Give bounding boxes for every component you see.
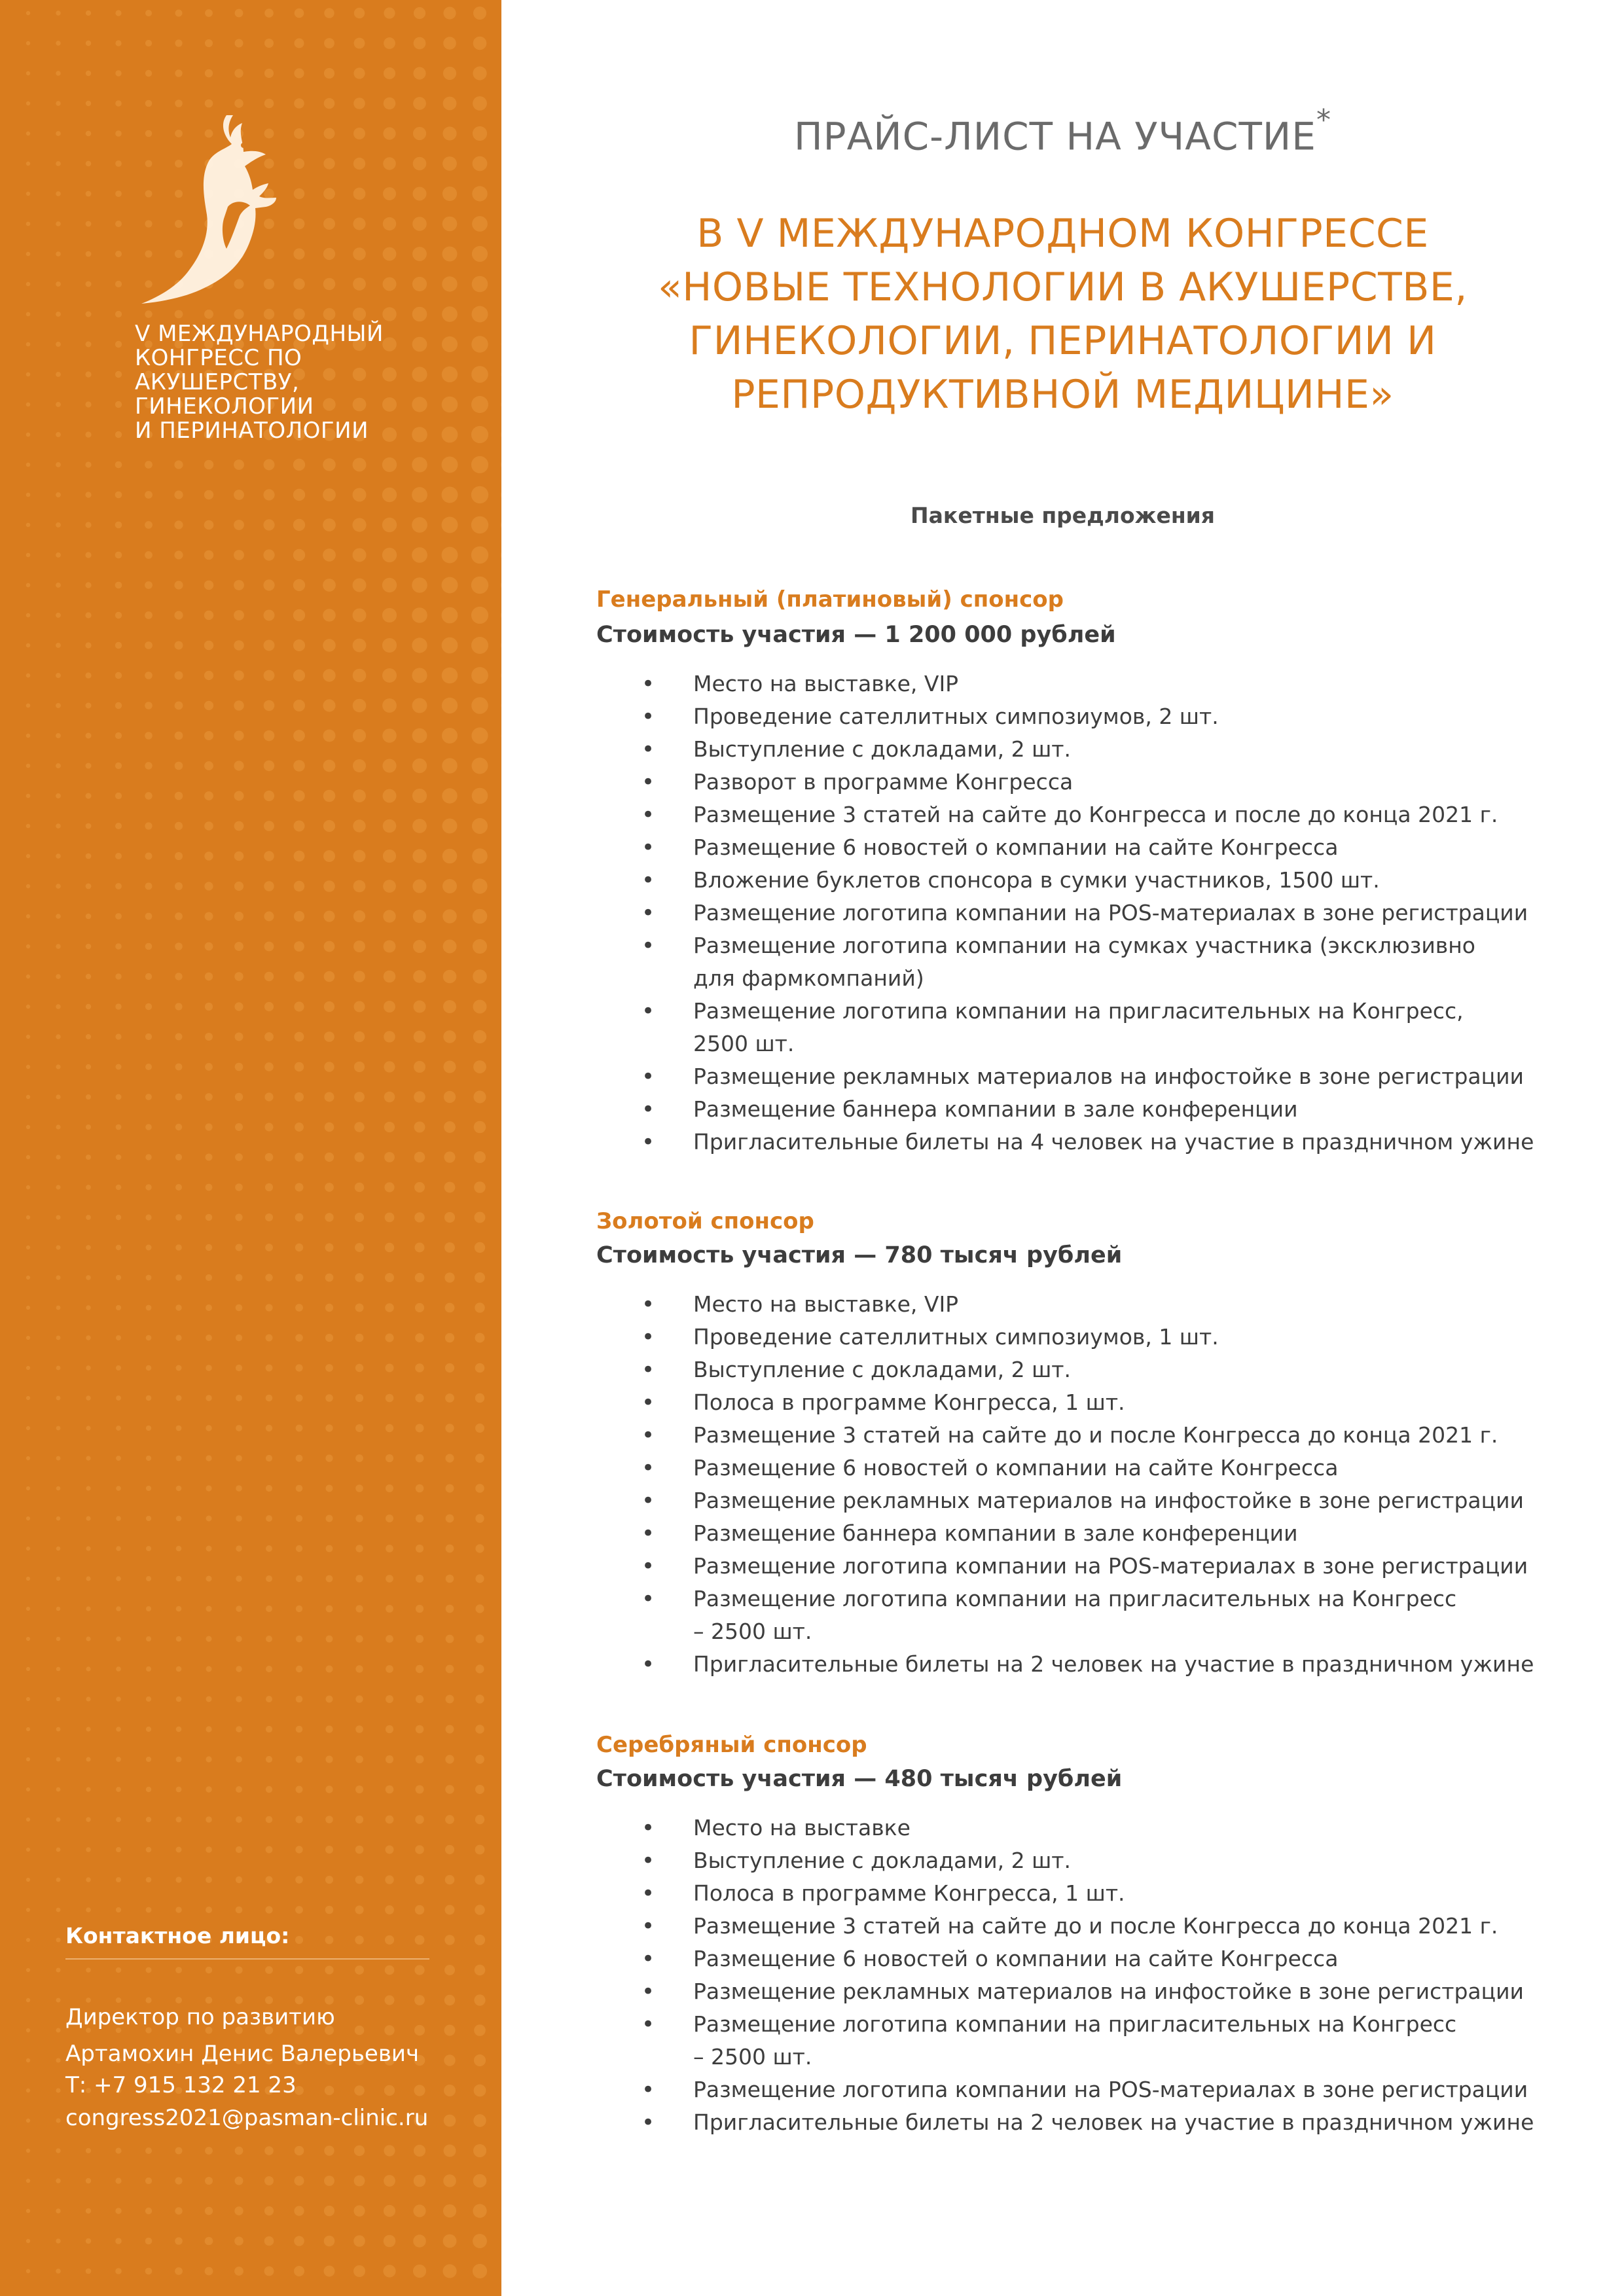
list-item-text: • Размещение 3 статей на сайте до и после Конгресса до конца 2021 г. (693, 1422, 1498, 1448)
list-item-text: • Размещение 3 статей на сайте до Конгресса и после до конца 2021 г. (693, 802, 1498, 827)
contact-phone[interactable]: Т: +7 915 132 21 23 (65, 2072, 297, 2098)
congress-title-line: В V МЕЖДУНАРОДНОМ КОНГРЕССЕ (696, 211, 1429, 257)
list-item (501, 1910, 1624, 1943)
list-item (501, 2106, 1624, 2139)
list-item-text: • Выступление с докладами, 2 шт. (693, 1848, 1072, 1873)
logo-line: АКУШЕРСТВУ, (135, 369, 300, 395)
list-item-text: • Место на выставке, VIP (693, 671, 959, 696)
contact-email[interactable]: congress2021@pasman-clinic.ru (65, 2105, 429, 2131)
list-item (501, 766, 1624, 798)
list-item-text: • Полоса в программе Конгресса, 1 шт. (693, 1880, 1125, 1906)
list-item (501, 1812, 1624, 1844)
list-item (501, 929, 1624, 995)
list-item (501, 1386, 1624, 1419)
list-item (501, 897, 1624, 929)
list-item-text: • Размещение логотипа компании на пригласительных на Конгресс, (693, 998, 1464, 1024)
list-item (501, 1550, 1624, 1583)
list-item-text: • Полоса в программе Конгресса, 1 шт. (693, 1390, 1125, 1415)
list-item-text: – 2500 шт. (693, 2044, 812, 2070)
list-item (501, 864, 1624, 897)
list-item-text: • Выступление с докладами, 2 шт. (693, 736, 1072, 762)
contact-name: Артамохин Денис Валерьевич (65, 2041, 420, 2067)
list-item-text: • Размещение 6 новостей о компании на сайте Конгресса (693, 1946, 1339, 1971)
title-footnote-mark: * (1316, 103, 1331, 137)
list-item-text: • Размещение рекламных материалов на инфостойке в зоне регистрации (693, 1488, 1525, 1513)
list-item (501, 1877, 1624, 1910)
list-item (501, 1452, 1624, 1484)
list-item (501, 1354, 1624, 1386)
contact-role: Директор по развитию (65, 2004, 335, 2030)
list-item-text: • Размещение 6 новостей о компании на сайте Конгресса (693, 1455, 1339, 1480)
list-item (501, 668, 1624, 700)
list-item-text: • Размещение рекламных материалов на инфостойке в зоне регистрации (693, 1064, 1525, 1089)
page-title (501, 103, 1624, 159)
subtitle: Пакетные предложения (911, 503, 1215, 528)
list-item (501, 1126, 1624, 1158)
list-item-text: • Проведение сателлитных симпозиумов, 2 шт. (693, 704, 1219, 729)
list-item (501, 1288, 1624, 1321)
list-item-text: • Размещение логотипа компании на пригласительных на Конгресс (693, 1586, 1457, 1611)
list-item (501, 831, 1624, 864)
list-item (501, 1975, 1624, 2008)
list-item (501, 1844, 1624, 1877)
package-name-gold: Золотой спонсор (596, 1208, 814, 1234)
list-item-text: • Размещение рекламных материалов на инфостойке в зоне регистрации (693, 1979, 1525, 2004)
list-item (501, 2008, 1624, 2073)
package-items-platinum (501, 668, 1624, 1158)
list-item-text: • Размещение логотипа компании на POS-материалах в зоне регистрации (693, 2077, 1528, 2102)
package-name-silver: Серебряный спонсор (596, 1732, 867, 1758)
list-item-text: • Размещение логотипа компании на пригласительных на Конгресс (693, 2011, 1457, 2037)
list-item-text: • Пригласительные билеты на 2 человек на участие в праздничном ужине (693, 2109, 1534, 2135)
list-item-text: – 2500 шт. (693, 1619, 812, 1644)
list-item-text: • Размещение баннера компании в зале конференции (693, 1096, 1298, 1122)
package-name-platinum: Генеральный (платиновый) спонсор (596, 586, 1064, 613)
list-item-text: • Разворот в программе Конгресса (693, 769, 1074, 795)
list-item (501, 1321, 1624, 1354)
list-item-text: • Размещение логотипа компании на POS-материалах в зоне регистрации (693, 900, 1528, 925)
package-price-gold: Стоимость участия — 780 тысяч рублей (596, 1242, 1123, 1268)
list-item-text: • Размещение 6 новостей о компании на сайте Конгресса (693, 834, 1339, 860)
kangaroo-icon (128, 110, 325, 319)
list-item (501, 1943, 1624, 1975)
contact-heading: Контактное лицо: (65, 1923, 290, 1948)
congress-title-line: РЕПРОДУКТИВНОЙ МЕДИЦИНЕ» (731, 372, 1394, 418)
list-item (501, 1517, 1624, 1550)
sidebar (0, 0, 501, 2296)
list-item-text: • Место на выставке (693, 1815, 911, 1840)
list-item (501, 995, 1624, 1060)
list-item (501, 798, 1624, 831)
logo-line: V МЕЖДУНАРОДНЫЙ (135, 321, 384, 347)
package-items-gold (501, 1288, 1624, 1681)
list-item (501, 1093, 1624, 1126)
list-item (501, 1648, 1624, 1681)
list-item (501, 2073, 1624, 2106)
package-items-silver (501, 1812, 1624, 2139)
package-price-platinum: Стоимость участия — 1 200 000 рублей (596, 622, 1116, 648)
list-item-text: • Пригласительные билеты на 2 человек на участие в праздничном ужине (693, 1651, 1534, 1677)
list-item (501, 733, 1624, 766)
congress-title-line: «НОВЫЕ ТЕХНОЛОГИИ В АКУШЕРСТВЕ, (658, 264, 1468, 310)
list-item-text: • Размещение 3 статей на сайте до и после Конгресса до конца 2021 г. (693, 1913, 1498, 1939)
list-item-text: 2500 шт. (693, 1031, 795, 1056)
list-item (501, 1419, 1624, 1452)
list-item (501, 700, 1624, 733)
contact-divider (65, 1958, 429, 1960)
package-price-silver: Стоимость участия — 480 тысяч рублей (596, 1766, 1123, 1792)
list-item-text: • Размещение логотипа компании на сумках участника (эксклюзивно (693, 933, 1475, 958)
list-item-text: для фармкомпаний) (693, 965, 924, 991)
list-item (501, 1060, 1624, 1093)
congress-title-line: ГИНЕКОЛОГИИ, ПЕРИНАТОЛОГИИ И (689, 318, 1437, 364)
list-item-text: • Место на выставке, VIP (693, 1291, 959, 1317)
main-content (501, 0, 1624, 2296)
list-item-text: • Выступление с докладами, 2 шт. (693, 1357, 1072, 1382)
list-item-text: • Пригласительные билеты на 4 человек на участие в праздничном ужине (693, 1129, 1534, 1155)
logo-line: ГИНЕКОЛОГИИ (135, 393, 314, 420)
list-item-text: • Размещение баннера компании в зале конференции (693, 1520, 1298, 1546)
page-title-text: ПРАЙС-ЛИСТ НА УЧАСТИЕ (794, 114, 1316, 159)
logo-caption (135, 322, 475, 443)
list-item-text: • Проведение сателлитных симпозиумов, 1 шт. (693, 1324, 1219, 1350)
list-item-text: • Размещение логотипа компании на POS-материалах в зоне регистрации (693, 1553, 1528, 1579)
logo-line: КОНГРЕСС ПО (135, 345, 302, 371)
list-item-text: • Вложение буклетов спонсора в сумки участников, 1500 шт. (693, 867, 1380, 893)
logo-line: И ПЕРИНАТОЛОГИИ (135, 418, 369, 444)
list-item (501, 1484, 1624, 1517)
list-item (501, 1583, 1624, 1648)
